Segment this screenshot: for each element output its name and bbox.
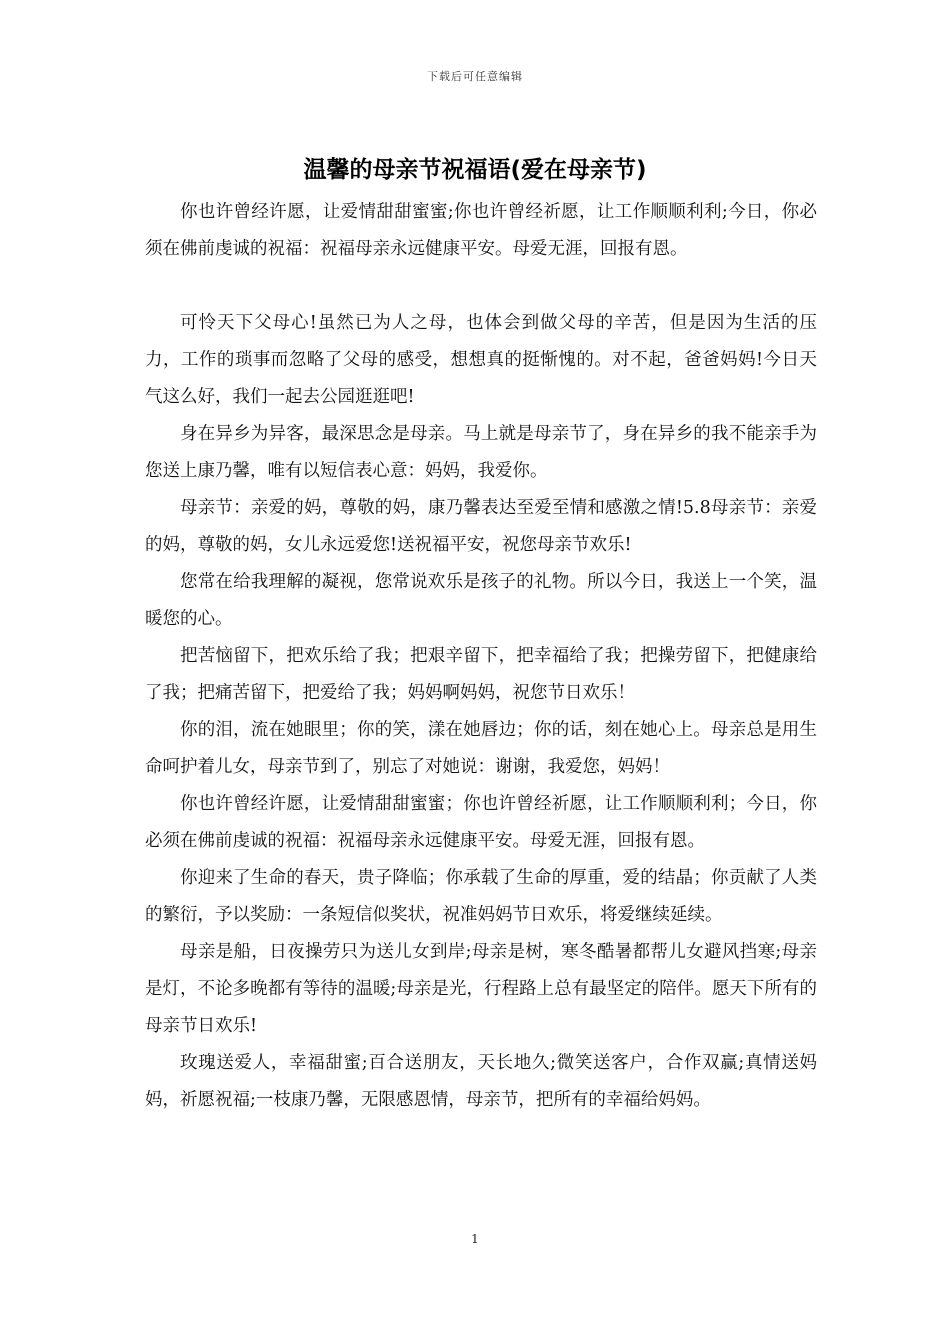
page-number: 1 [471,1232,479,1246]
paragraph: 你的泪，流在她眼里；你的笑，漾在她唇边；你的话，刻在她心上。母亲总是用生命呵护着儿女，母亲节到了，别忘了对她说：谢谢，我爱您，妈妈！ [145,720,817,777]
paragraph: 你也许曾经许愿，让爱情甜甜蜜蜜;你也许曾经祈愿，让工作顺顺利利;今日，你必须在佛前虔诚的祝福：祝福母亲永远健康平安。母爱无涯，回报有恩。 [145,202,817,259]
paragraph: 玫瑰送爱人，幸福甜蜜;百合送朋友，天长地久;微笑送客户，合作双赢;真情送妈妈，祈愿祝福;一枝康乃馨，无限感恩情，母亲节，把所有的幸福给妈妈。 [145,1053,817,1110]
paragraph: 你迎来了生命的春天，贵子降临；你承载了生命的厚重，爱的结晶；你贡献了人类的繁衍，予以奖励：一条短信似奖状，祝准妈妈节日欢乐，将爱继续延续。 [145,868,817,925]
paragraph: 母亲是船，日夜操劳只为送儿女到岸;母亲是树，寒冬酷暑都帮儿女避风挡寒;母亲是灯，不论多晚都有等待的温暖;母亲是光，行程路上总有最坚定的陪伴。愿天下所有的母亲节日欢乐! [145,942,817,1036]
paragraph: 可怜天下父母心!虽然已为人之母，也体会到做父母的辛苦，但是因为生活的压力，工作的琐事而忽略了父母的感受，想想真的挺惭愧的。对不起，爸爸妈妈!今日天气这么好，我们一起去公园逛逛吧! [145,313,817,407]
paragraph: 身在异乡为异客，最深思念是母亲。马上就是母亲节了，身在异乡的我不能亲手为您送上康乃馨，唯有以短信表心意：妈妈，我爱你。 [145,424,817,481]
header-note: 下载后可任意编辑 [427,70,523,83]
paragraph: 母亲节：亲爱的妈，尊敬的妈，康乃馨表达至爱至情和感激之情!5.8母亲节：亲爱的妈，尊敬的妈，女儿永远爱您!送祝福平安，祝您母亲节欢乐! [145,498,817,555]
document-body [145,194,817,1119]
paragraph: 您常在给我理解的凝视，您常说欢乐是孩子的礼物。所以今日，我送上一个笑，温暖您的心。 [145,572,817,629]
document-title: 温馨的母亲节祝福语(爱在母亲节) [303,157,647,183]
paragraph: 你也许曾经许愿，让爱情甜甜蜜蜜；你也许曾经祈愿，让工作顺顺利利；今日，你必须在佛前虔诚的祝福：祝福母亲永远健康平安。母爱无涯，回报有恩。 [145,794,817,851]
paragraph: 把苦恼留下，把欢乐给了我；把艰辛留下，把幸福给了我；把操劳留下，把健康给了我；把痛苦留下，把爱给了我；妈妈啊妈妈，祝您节日欢乐！ [145,646,817,703]
